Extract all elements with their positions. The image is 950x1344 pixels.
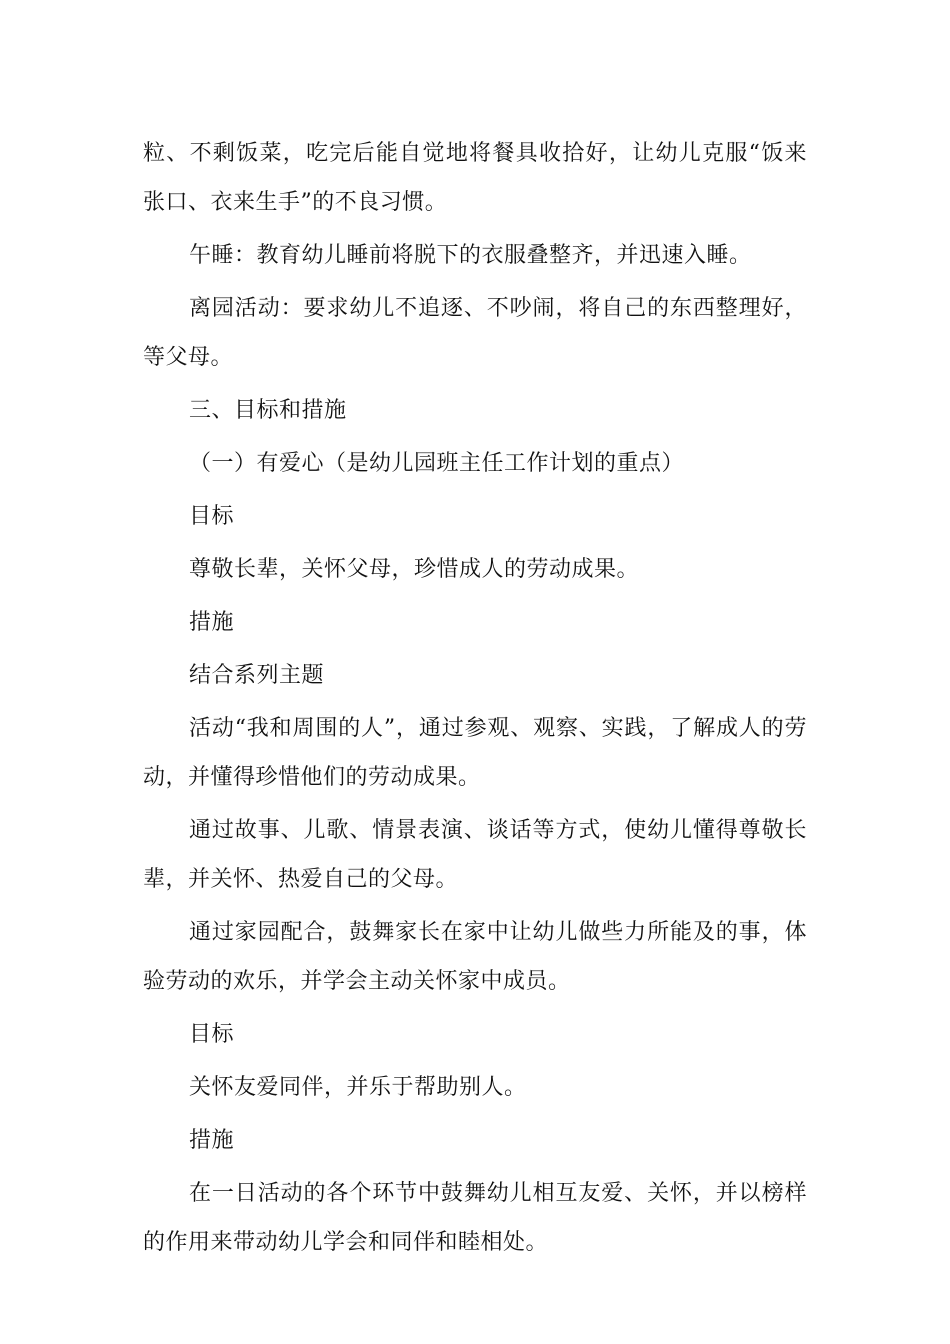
- paragraph-departure: 离园活动：要求幼儿不追逐、不吵闹，将自己的东西整理好，等父母。: [143, 296, 807, 370]
- paragraph-goal-friendship: 关怀友爱同伴，并乐于帮助别人。: [189, 1075, 527, 1100]
- section-heading-goals-measures: 三、目标和措施: [189, 398, 347, 423]
- paragraph-theme-series: 结合系列主题: [189, 663, 325, 688]
- paragraph-continuation: 粒、不剩饭菜，吃完后能自觉地将餐具收拾好，让幼儿克服“饭来张口、衣来生手”的不良习惯。: [143, 141, 807, 215]
- label-goal-2: 目标: [189, 1022, 235, 1047]
- paragraph-home-cooperation: 通过家园配合，鼓舞家长在家中让幼儿做些力所能及的事，体验劳动的欢乐，并学会主动关怀家中成员。: [143, 920, 807, 994]
- label-measures: 措施: [189, 610, 235, 635]
- label-measures-2: 措施: [189, 1128, 235, 1153]
- paragraph-stories-songs: 通过故事、儿歌、情景表演、谈话等方式，使幼儿懂得尊敬长辈，并关怀、热爱自己的父母。: [143, 818, 807, 892]
- paragraph-activity-people: 活动“我和周围的人”，通过参观、观察、实践，了解成人的劳动，并懂得珍惜他们的劳动成果。: [143, 716, 807, 790]
- document-body: [143, 129, 807, 1271]
- paragraph-nap: 午睡：教育幼儿睡前将脱下的衣服叠整齐，并迅速入睡。: [189, 243, 752, 268]
- label-goal: 目标: [189, 504, 235, 529]
- paragraph-daily-activities: 在一日活动的各个环节中鼓舞幼儿相互友爱、关怀，并以榜样的作用来带动幼儿学会和同伴和睦相处。: [143, 1181, 807, 1255]
- subsection-heading-love: （一）有爱心（是幼儿园班主任工作计划的重点）: [189, 451, 685, 476]
- paragraph-goal-respect: 尊敬长辈，关怀父母，珍惜成人的劳动成果。: [189, 557, 640, 582]
